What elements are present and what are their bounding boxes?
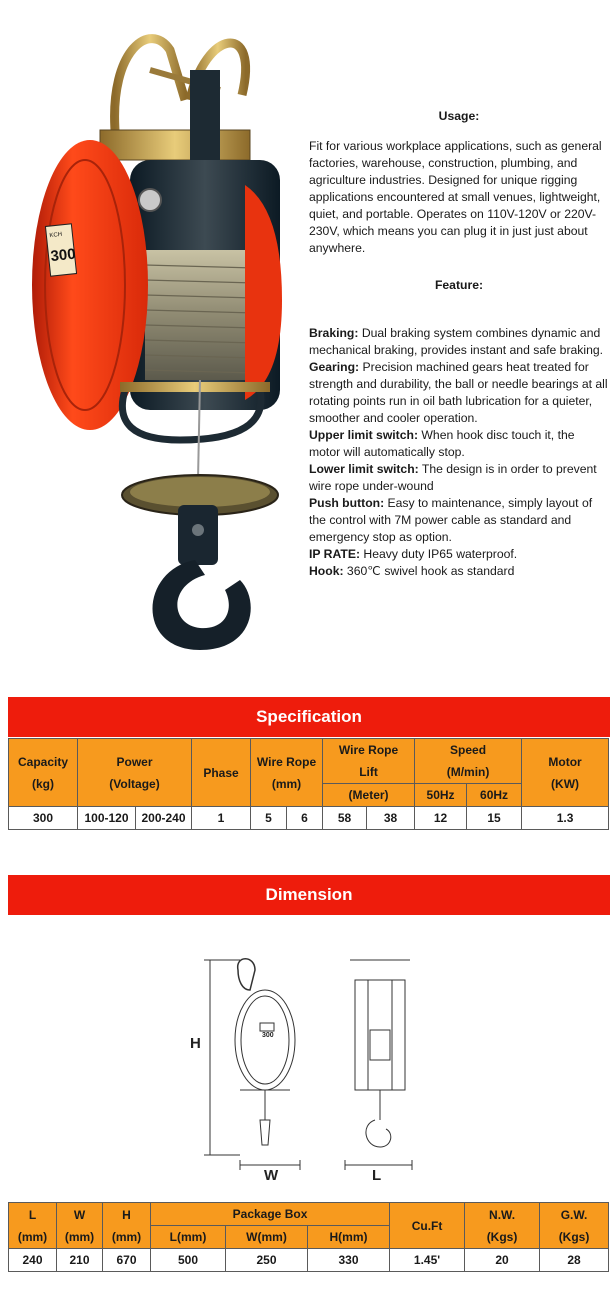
value-speed-60: 15 xyxy=(467,807,522,830)
header-speed: Speed (M/min) xyxy=(415,739,522,784)
usage-text: Fit for various workplace applications, such as general factories, warehouse, construction, plumbing, and agriculture industries. Designed for unique rigging applications encountered at small venues, lightweight, quiet, and portable. Operates on 110V-120V or 220V-230V, which means you can plug it in just just about anywhere. xyxy=(309,139,602,255)
feature-label: Gearing: xyxy=(309,360,360,374)
dimension-l-label: L xyxy=(372,1167,382,1184)
feature-item-push-button xyxy=(309,495,609,546)
product-description xyxy=(309,108,609,580)
feature-item-ip-rate xyxy=(309,546,609,563)
header-speed-60hz: 60Hz xyxy=(467,784,522,807)
header-h: H (mm) xyxy=(103,1203,151,1249)
feature-text: Precision machined gears heat treated for strength and durability, the ball or needle bearings at all rotating points run in oil bath lubrication for a quieter, smoother and cooler operation. xyxy=(309,360,608,425)
feature-label: Braking: xyxy=(309,326,359,340)
value-h: 670 xyxy=(103,1249,151,1272)
header-wire-rope-lift-unit: (Meter) xyxy=(323,784,415,807)
feature-label: IP RATE: xyxy=(309,547,361,561)
header-capacity: Capacity (kg) xyxy=(9,739,78,807)
value-lift-b: 38 xyxy=(367,807,415,830)
value-power-b: 200-240 xyxy=(136,807,192,830)
feature-heading: Feature: xyxy=(434,278,484,292)
header-power: Power (Voltage) xyxy=(78,739,192,807)
value-motor: 1.3 xyxy=(522,807,609,830)
value-speed-50: 12 xyxy=(415,807,467,830)
header-gw: G.W. (Kgs) xyxy=(540,1203,609,1249)
header-box-l: L(mm) xyxy=(151,1226,226,1249)
dimension-h-label: H xyxy=(190,1035,201,1052)
drawing-plate-label: 300 xyxy=(262,1032,274,1039)
feature-item-upper-limit xyxy=(309,427,609,461)
feature-text: The design is in order to prevent wire rope under-wound xyxy=(309,462,597,493)
feature-text: Heavy duty IP65 waterproof. xyxy=(360,547,518,561)
specification-banner: Specification xyxy=(8,697,610,737)
value-w: 210 xyxy=(57,1249,103,1272)
header-phase: Phase xyxy=(192,739,251,807)
feature-item-braking xyxy=(309,325,609,359)
value-rope-a: 5 xyxy=(251,807,287,830)
value-nw: 20 xyxy=(465,1249,540,1272)
value-cuft: 1.45' xyxy=(390,1249,465,1272)
value-box-w: 250 xyxy=(226,1249,308,1272)
header-nw: N.W. (Kgs) xyxy=(465,1203,540,1249)
value-power-a: 100-120 xyxy=(78,807,136,830)
value-phase: 1 xyxy=(192,807,251,830)
header-box-w: W(mm) xyxy=(226,1226,308,1249)
capacity-plate-label: 300 xyxy=(49,245,77,266)
hoist-product-image xyxy=(20,10,290,660)
feature-item-hook xyxy=(309,563,609,580)
value-gw: 28 xyxy=(540,1249,609,1272)
header-box-h: H(mm) xyxy=(308,1226,390,1249)
dimension-w-label: W xyxy=(264,1167,279,1184)
dimension-drawing xyxy=(180,935,440,1190)
header-speed-50hz: 50Hz xyxy=(415,784,467,807)
feature-text: Dual braking system combines dynamic and mechanical braking, provides instant and safe braking. xyxy=(309,326,604,357)
header-wire-rope-lift: Wire Rope Lift xyxy=(323,739,415,784)
dimension-table xyxy=(8,1202,609,1272)
feature-text: Easy to maintenance, simply layout of the control with 7M power cable as standard and emergency stop as option. xyxy=(309,496,593,544)
feature-label: Hook: xyxy=(309,564,344,578)
feature-item-gearing xyxy=(309,359,609,427)
value-capacity: 300 xyxy=(9,807,78,830)
header-l: L (mm) xyxy=(9,1203,57,1249)
value-rope-b: 6 xyxy=(287,807,323,830)
value-box-h: 330 xyxy=(308,1249,390,1272)
usage-heading: Usage: xyxy=(438,109,480,123)
feature-label: Push button: xyxy=(309,496,385,510)
feature-label: Upper limit switch: xyxy=(309,428,419,442)
value-lift-a: 58 xyxy=(323,807,367,830)
specification-table xyxy=(8,738,609,830)
header-motor: Motor (KW) xyxy=(522,739,609,807)
feature-item-lower-limit xyxy=(309,461,609,495)
dimension-banner: Dimension xyxy=(8,875,610,915)
header-wire-rope: Wire Rope (mm) xyxy=(251,739,323,807)
value-l: 240 xyxy=(9,1249,57,1272)
value-box-l: 500 xyxy=(151,1249,226,1272)
feature-text: 360℃ swivel hook as standard xyxy=(343,564,515,578)
header-w: W (mm) xyxy=(57,1203,103,1249)
header-cuft: Cu.Ft xyxy=(390,1203,465,1249)
feature-label: Lower limit switch: xyxy=(309,462,419,476)
plate-brand-label: KCH xyxy=(49,231,63,240)
header-package-box: Package Box xyxy=(151,1203,390,1226)
feature-text: When hook disc touch it, the motor will automatically stop. xyxy=(309,428,575,459)
